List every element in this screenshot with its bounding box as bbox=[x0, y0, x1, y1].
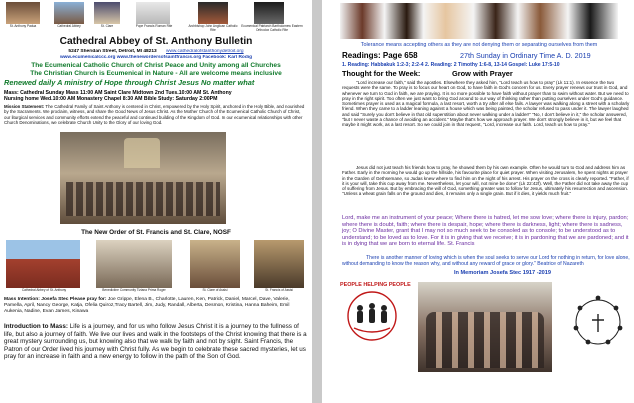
thought-label: Thought for the Week: bbox=[342, 69, 421, 78]
photo-st-francis-painting bbox=[254, 240, 304, 288]
caption-benedictine: Benedictine Community Tiziana Prima Roger bbox=[102, 288, 166, 292]
motto-line-3: Renewed daily A ministry of Hope through Christ Jesus No matter what bbox=[4, 79, 255, 87]
intention-text: Joe Grippe, Elena B., Charlotte, Lauren, Ken, Patrick, Daniel, Marcel, Dave, Valerie, Pamella, April, Nancy George, Katja, Ofelia Quiroz,Tracy Bartell, Jim, Judy, Randall, Alberta, Desmon, Kristina, Hanna Baheim, Emil Aukenia, Nadine, Evan James, Kinawa bbox=[4, 297, 290, 314]
people-helping-graphic bbox=[340, 278, 411, 344]
tolerance-text: Tolerance means accepting others as they are not denying them or separating ourselves from them bbox=[360, 42, 598, 48]
bulletin-page-right bbox=[322, 0, 634, 403]
photo-congregation bbox=[60, 132, 226, 224]
intro-text: Life is a journey, and for us who follow Jesus Christ it is a journey to the fullness of life, but also a journey of faith. We live our lives and walk in the footsteps of the Christ knowing that there is a great mystery surrounding us, but knowing also that we walk by faith and not by sight. Saint Francis, the Patron of our Order lived his journey with Christ fully. As we begin to celebrate these sacred mysteries, let us pray for an increase in faith and a new energy to follow in the path of the Son of God. bbox=[4, 323, 307, 361]
congregation-figures bbox=[66, 182, 220, 216]
thought-paragraph-1: "Lord increase our faith," said the apostles. Elsewhere they asked him, "Lord teach us how to pray" (Lk 11:1). In essence the two requests were the same. To pray is to focus our heart on God, to have faith in God's concern for us. Every prayer renews our trust in God, and whenever we turn to God in faith, we are praying. It is no more possible to have faith without prayer than to swim without water. But we need to pray in the right spirit. Too often we just want to bring God around to our way of thinking rather than putting ourselves under God's guidance. Sometimes prayer is used as a magical formula, a last resort, worth a try after all else fails. A lawyer was walking along a street with a scholarly friend. When they came to a ladder leaning against a house which was being painted, the scholar refused to pass under it. The lawyer laughed and said "Surely you don't believe in that old superstition about never walking under a ladder!" "No, I don't believe in it," the scholar answered, "but I never waste a chance of avoiding an accident." Maybe that's how we approach prayer. We don't strongly believe in it, but we feel that maybe it might work, as a last resort. So we could join in that request, "Lord, increase our faith. Lord, teach us how to pray." bbox=[342, 80, 630, 128]
readings-line: 1. Reading: Habbakuk 1:2-3; 2:2-4 2. Reading: 2 Timothy 1:6-8, 13-14 Gospel: Luke 17:5-10 bbox=[342, 62, 560, 68]
circle-of-people-icon bbox=[566, 282, 630, 370]
photo-strip-hands bbox=[340, 3, 618, 39]
photo-cathedral bbox=[54, 2, 84, 24]
mission-text: The Cathedral Family of Saint Anthony is centered in Christ, empowered by the Holy Spirit, anchored in the Holy Bible, and nourished by the Sacraments. We proclaim, witness, and share the Good News of Jesus Christ. As the Mother Church of the Ecumenical Catholic Church of Christ, our liturgical services and community efforts extend the peaceful and continued building of the Kingdom of God. In our ecumenical relationships with other Church Denominations, we celebrate Church Unity to the Glory of our loving God. bbox=[4, 104, 305, 125]
photo-st-anthony bbox=[6, 2, 40, 24]
memoriam-title: In Memoriam Josefa Stec 1917 -2019 bbox=[454, 270, 552, 276]
photo-st-clare bbox=[94, 2, 120, 24]
caption-cathedral: Cathedral Abbey bbox=[57, 24, 81, 28]
photo-cathedral-building bbox=[6, 240, 80, 288]
circle-of-people-graphic bbox=[566, 282, 630, 370]
caption-cathedral-building: Cathedral Abbey of St. Anthony bbox=[21, 288, 67, 292]
photo-archbishop bbox=[198, 2, 228, 24]
mass-intention bbox=[4, 297, 308, 314]
caption-patriarch: Ecumenical Patriarch Bartholomew Eastern Orthodox Catholic Rite bbox=[241, 24, 303, 32]
mission-statement bbox=[4, 104, 306, 125]
mass-line-1: Cathedral Sunday Mass 11:00 AM Saint Clare Midtown 2nd Tues.10:00 AM St. Anthony bbox=[20, 90, 232, 96]
caption-st-anthony: St. Anthony Padua bbox=[9, 24, 37, 28]
people-helping-text: PEOPLE HELPING PEOPLE bbox=[340, 282, 411, 288]
mass-label: Mass: bbox=[4, 90, 19, 96]
photo-benedictine bbox=[96, 240, 172, 288]
introduction-to-mass bbox=[4, 323, 308, 361]
caption-st-clare-painting: St. Clare of Assisi bbox=[202, 288, 228, 292]
group-figures bbox=[426, 312, 544, 368]
motto-line-1: The Ecumenical Catholic Church of Christ Peace and Unity among all Churches bbox=[31, 62, 281, 69]
intro-label: Introduction to Mass: bbox=[4, 323, 69, 330]
address: 5247 Sheridan Street, Detroit, MI 48213 bbox=[68, 49, 157, 54]
readings-label: Readings: Page 658 bbox=[342, 51, 418, 60]
sunday-title: 27th Sunday in Ordinary Time A. D. 2019 bbox=[460, 51, 591, 60]
mass-times-line-2: Nursing home Wed.10:00 AM Monastery Chapel 8:30 AM Bible Study: Saturday 2:00PM bbox=[4, 96, 218, 102]
caption-st-francis-painting: St. Francis of Assisi bbox=[265, 288, 293, 292]
bulletin-title: Cathedral Abbey of St. Anthony Bulletin bbox=[59, 36, 253, 47]
st-francis-prayer: Lord, make me an instrument of your peace; Where there is hatred, let me sow love; where there is injury, pardon; where there is doubt, faith; where there is despair, hope; where there is darkness, light; where there is sadness, joy; O Divine Master, grant that I may not so much seek to be consoled as to console; to be understood as to understand; to be loved as to love. For it is in giving that we receive; it is in pardoning that we are pardoned; and it is in dying that we are born to eternal life. St. Francis bbox=[342, 215, 629, 248]
motto-line-2: The Christian Church is Ecumenical in Nature - All are welcome means inclusive bbox=[30, 70, 282, 77]
beatrice-quote: There is another manner of loving which is when the soul seeks to serve our Lord for nothing in return, for love alone, without demanding to know the reason why, and without any reward of grace or glory." Beatrice of Nazareth bbox=[342, 255, 630, 267]
intention-label: Mass Intention: Josefa Stec Please pray for: bbox=[4, 297, 107, 302]
website-link[interactable]: www.cathedralofstanthonydetroit.org bbox=[166, 49, 244, 54]
photo-st-clare-painting bbox=[190, 240, 240, 288]
order-title: The New Order of St. Francis and St. Clare, NOSF bbox=[81, 229, 231, 236]
caption-st-clare: St. Clare bbox=[100, 24, 114, 28]
links-line[interactable]: www.ecumenicalccc.org www.thenewordersofsaintfrancis.org Facebook: Karl Rodig bbox=[59, 55, 253, 60]
mission-label: Mission Statement: bbox=[4, 104, 45, 109]
thought-title: Grow with Prayer bbox=[452, 69, 513, 78]
caption-archbishop: Archbishop John Anglican Catholic Rite bbox=[188, 24, 238, 32]
photo-pope-francis bbox=[136, 2, 170, 24]
caption-pope: Pope Francis Roman Rite bbox=[135, 24, 173, 28]
photo-memoriam-group bbox=[418, 282, 552, 372]
altar-decor bbox=[124, 138, 160, 168]
thought-paragraph-2: Jesus did not just teach his friends how to pray, he showed them by his own example. Often he would turn to God and address him as Father. Early in the morning he would go up the hillside, his favourite place for quiet prayer. When visiting Jerusalem, he spent nights at prayer in the Garden of Gethsemane, so Judas knew where to find him on the night of his arrest. His prayer on the cross is clearly reported. "Father, if it is your will, take this cup away from me. Nevertheless, let your will, not mine be done" (Lk 22:42f). Well, the Father did not take away the cup of suffering from Jesus. But by embracing the will of God, something greater was to follow for Jesus, ultimately his resurrection and ascension. "Unless a wheat grain falls on the ground and dies, it remains only a single grain. But if it dies, it yields much fruit." bbox=[342, 165, 629, 197]
photo-patriarch bbox=[254, 2, 284, 24]
bulletin-page-left bbox=[0, 0, 312, 403]
